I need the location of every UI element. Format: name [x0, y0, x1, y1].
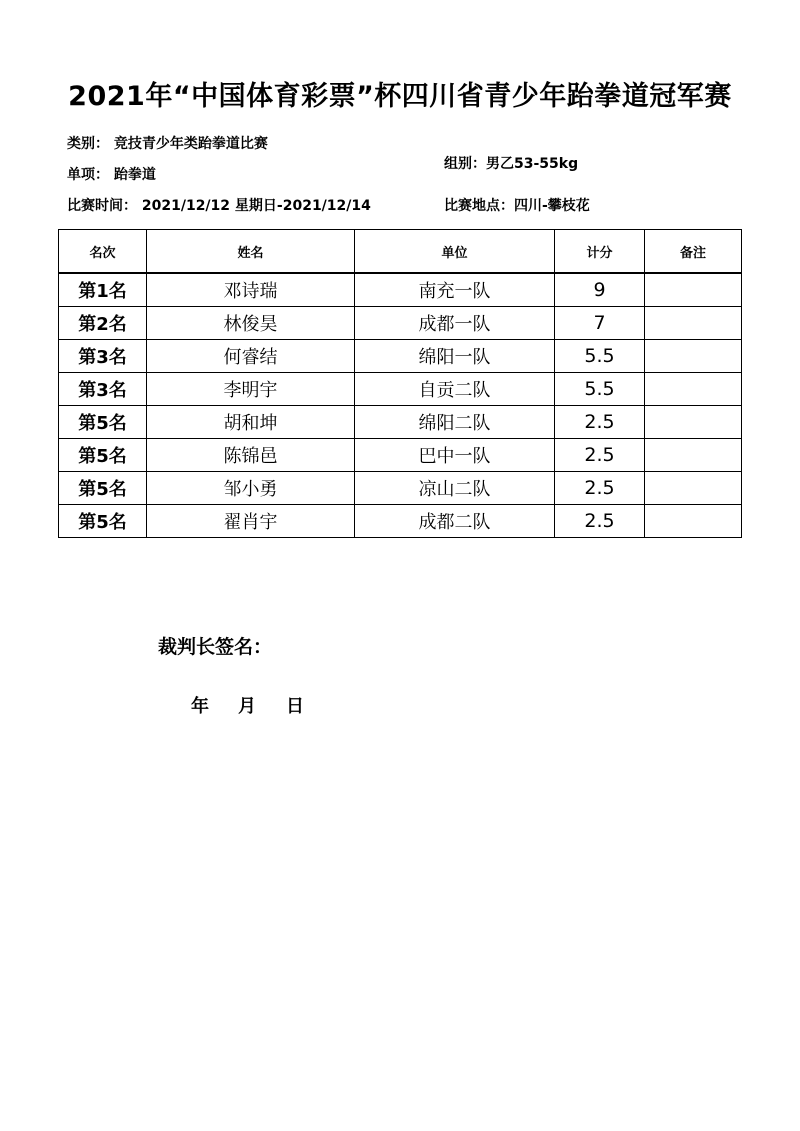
score-cell: 7: [555, 307, 645, 340]
rank-cell: 第5名: [59, 505, 147, 538]
header-unit: 单位: [355, 230, 555, 274]
name-cell: 胡和坤: [147, 406, 355, 439]
score-cell: 9: [555, 273, 645, 307]
table-row: [59, 273, 742, 307]
table-row: [59, 505, 742, 538]
header-score: 计分: [555, 230, 645, 274]
unit-cell: 成都一队: [355, 307, 555, 340]
unit-cell: 绵阳一队: [355, 340, 555, 373]
name-cell: 陈锦邑: [147, 439, 355, 472]
table-row: [59, 307, 742, 340]
rank-cell: 第2名: [59, 307, 147, 340]
date-year-label: 年: [191, 696, 209, 717]
time-label: 比赛时间： 2021/12/12 星期日-2021/12/14: [67, 198, 371, 214]
event-label: 单项： 跆拳道: [67, 167, 156, 183]
results-table: [58, 229, 742, 538]
table-row: [59, 373, 742, 406]
note-cell: [645, 273, 742, 307]
header-name: 姓名: [147, 230, 355, 274]
table-row: [59, 406, 742, 439]
note-cell: [645, 472, 742, 505]
score-cell: 2.5: [555, 472, 645, 505]
unit-cell: 巴中一队: [355, 439, 555, 472]
name-cell: 何睿结: [147, 340, 355, 373]
table-row: [59, 472, 742, 505]
name-cell: 邹小勇: [147, 472, 355, 505]
unit-cell: 自贡二队: [355, 373, 555, 406]
chief-referee-signature-label: 裁判长签名：: [158, 636, 273, 658]
unit-cell: 成都二队: [355, 505, 555, 538]
rank-cell: 第3名: [59, 373, 147, 406]
note-cell: [645, 340, 742, 373]
unit-cell: 凉山二队: [355, 472, 555, 505]
header-rank: 名次: [59, 230, 147, 274]
score-cell: 5.5: [555, 340, 645, 373]
header-note: 备注: [645, 230, 742, 274]
rank-cell: 第5名: [59, 406, 147, 439]
note-cell: [645, 373, 742, 406]
venue-label: 比赛地点：四川-攀枝花: [444, 198, 590, 214]
score-cell: 5.5: [555, 373, 645, 406]
table-row: [59, 340, 742, 373]
unit-cell: 绵阳二队: [355, 406, 555, 439]
rank-cell: 第1名: [59, 273, 147, 307]
score-cell: 2.5: [555, 439, 645, 472]
note-cell: [645, 406, 742, 439]
note-cell: [645, 439, 742, 472]
rank-cell: 第3名: [59, 340, 147, 373]
date-month-label: 月: [238, 696, 256, 717]
note-cell: [645, 307, 742, 340]
score-cell: 2.5: [555, 505, 645, 538]
name-cell: 翟肖宇: [147, 505, 355, 538]
score-cell: 2.5: [555, 406, 645, 439]
category-label: 类别： 竞技青少年类跆拳道比赛: [67, 136, 268, 152]
rank-cell: 第5名: [59, 439, 147, 472]
unit-cell: 南充一队: [355, 273, 555, 307]
note-cell: [645, 505, 742, 538]
table-header-row: [59, 230, 742, 274]
date-day-label: 日: [286, 696, 304, 717]
group-label: 组别：男乙53-55kg: [444, 156, 579, 172]
page-title: 2021年“中国体育彩票”杯四川省青少年跆拳道冠军赛: [68, 81, 732, 112]
table-row: [59, 439, 742, 472]
name-cell: 李明宇: [147, 373, 355, 406]
rank-cell: 第5名: [59, 472, 147, 505]
name-cell: 林俊昊: [147, 307, 355, 340]
name-cell: 邓诗瑞: [147, 273, 355, 307]
